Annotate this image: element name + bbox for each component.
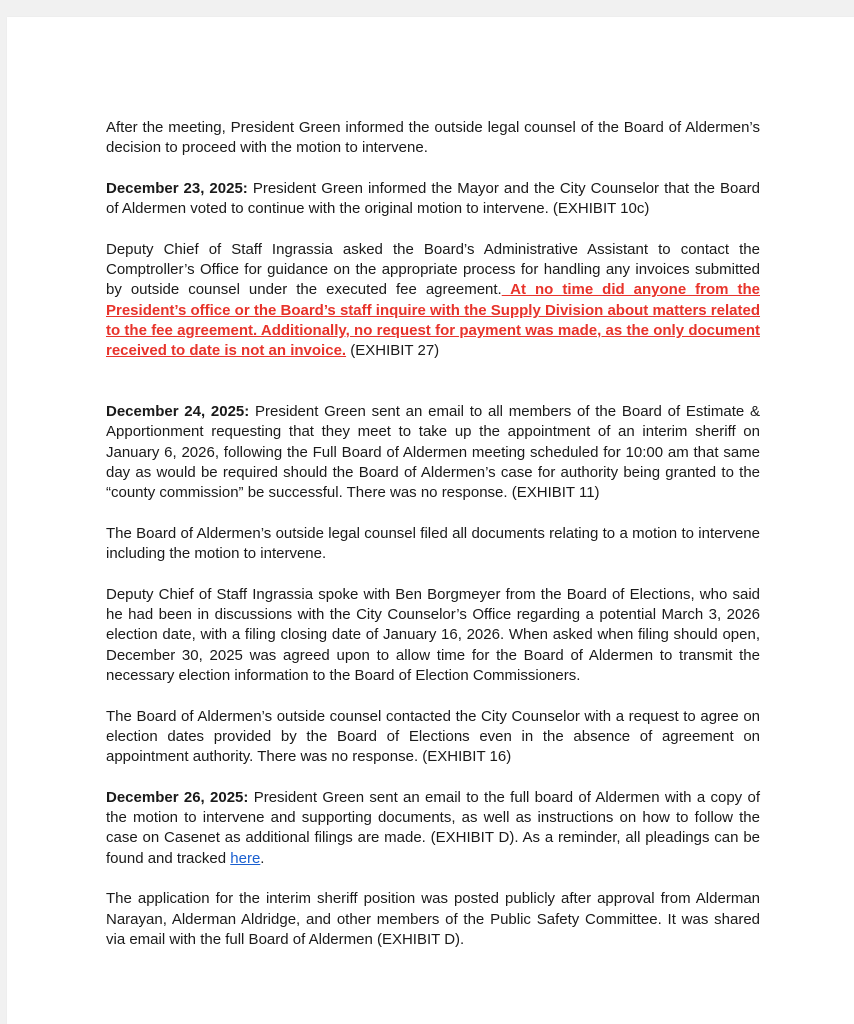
pleadings-here-link[interactable]: here (230, 849, 261, 867)
paragraph-after-meeting: After the meeting, President Green informed the outside legal counsel of the Board of Aldermen’s decision to proceed with the motion to intervene. (106, 119, 760, 157)
paragraph-dec-23 (106, 179, 760, 220)
date-heading-dec-26: December 26, 2025: (106, 788, 249, 806)
highlighted-red-statement: At no time did anyone from the President’s office or the Board’s staff inquire with the Supply Division about matters related to the fee agreement. Additionally, no request for payment was made, as the only document received to date is not an invoice. (106, 281, 761, 360)
date-heading-dec-23: December 23, 2025: (106, 179, 248, 197)
paragraph-board-of-elections: Deputy Chief of Staff Ingrassia spoke with Ben Borgmeyer from the Board of Elections, who said he had been in discussions with the City Counselor’s Office regarding a potential March 3, 2026 election date, with a filing closing date of January 16, 2026. When asked when filing should open, December 30, 2025 was agreed upon to allow time for the Board of Aldermen to transmit the necessary election information to the Board of Election Commissioners. (106, 585, 760, 685)
paragraph-comptroller-text: Deputy Chief of Staff Ingrassia asked the Board’s Administrative Assistant to contact the Comptroller’s Office for guidance on the appropriate process for handling any invoices submitted by outside counsel under the executed fee agreement. (106, 240, 760, 299)
document-page (7, 17, 854, 1024)
date-heading-dec-24: December 24, 2025: (106, 403, 250, 421)
paragraph-dec-26 (106, 788, 760, 869)
paragraph-dec-26-tail: . (260, 849, 265, 867)
paragraph-dec-24 (106, 402, 760, 503)
paragraph-dec-26-text: President Green sent an email to the full board of Aldermen with a copy of the motion to intervene and supporting documents, as well as instructions on how to follow the case on Casenet as additional filings are made. (EXHIBIT D). As a reminder, all pleadings can be found and tracked (106, 788, 760, 867)
paragraph-interim-sheriff-application: The application for the interim sheriff position was posted publicly after approval from Alderman Narayan, Alderman Aldridge, and other members of the Public Safety Committee. It was shared via email with the full Board of Aldermen (EXHIBIT D). (106, 890, 760, 948)
paragraph-comptroller-exhibit: (EXHIBIT 27) (346, 342, 440, 360)
document-body (106, 118, 760, 950)
paragraph-comptroller-guidance (106, 240, 760, 362)
paragraph-outside-counsel-filed: The Board of Aldermen’s outside legal counsel filed all documents relating to a motion to intervene including the motion to intervene. (106, 524, 760, 563)
paragraph-dec-23-text: President Green informed the Mayor and the City Counselor that the Board of Aldermen voted to continue with the original motion to intervene. (EXHIBIT 10c) (106, 179, 761, 218)
paragraph-dec-24-text: President Green sent an email to all members of the Board of Estimate & Apportionment requesting that they meet to take up the appointment of an interim sheriff on January 6, 2026, following the Full Board of Aldermen meeting scheduled for 10:00 am that same day as would be required should the Board of Aldermen’s case for authority being granted to the “county commission” be successful. There was no response. (EXHIBIT 11) (106, 403, 760, 502)
paragraph-election-dates-request: The Board of Aldermen’s outside counsel contacted the City Counselor with a request to agree on election dates provided by the Board of Elections even in the absence of agreement on appointment authority. There was no response. (EXHIBIT 16) (106, 707, 760, 766)
